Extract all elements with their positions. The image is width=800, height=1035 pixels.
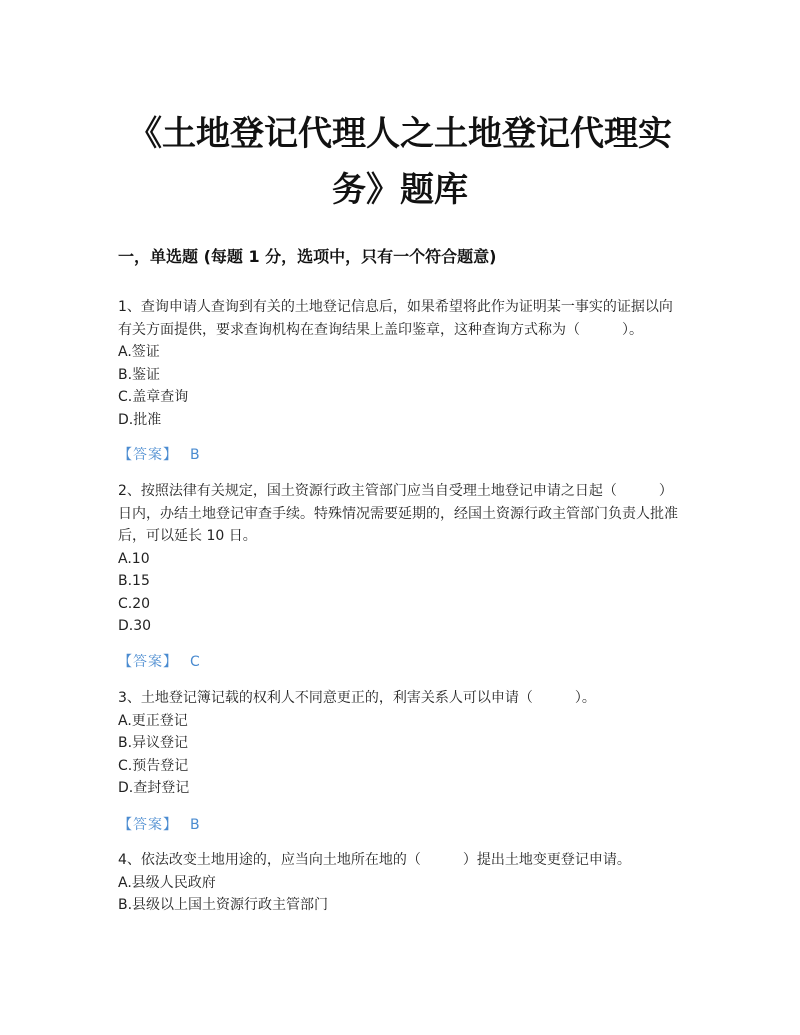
option-b: B.异议登记 [118,735,189,751]
answer-label: 【答案】 [118,817,178,833]
option-d: D.批准 [118,411,162,428]
option-a: A.签证 [118,344,160,360]
answer-label: 【答案】 [118,447,178,463]
question-2 [118,480,684,638]
question-text: 4、依法改变土地用途的，应当向土地所在地的（ ）提出土地变更登记申请。 [118,852,631,868]
answer-value: C [190,654,200,670]
question-4 [118,849,684,917]
answer-value: B [190,817,200,833]
option-d: D.查封登记 [118,780,190,796]
question-text: 2、按照法律有关规定，国土资源行政主管部门应当自受理土地登记申请之日起（ ）日内，办结土地登记审查手续。特殊情况需要延期的，经国土资源行政主管部门负责人批准后，可以延长 10 日。 [118,483,678,544]
answer-value: B [190,447,200,463]
section-heading: 一，单选题 (每题 1 分，选项中，只有一个符合题意) [118,247,497,266]
option-b: B.15 [118,573,150,589]
answer-line [118,444,200,464]
option-c: C.预告登记 [118,757,189,774]
option-a: A.更正登记 [118,712,188,729]
option-a: A.县级人民政府 [118,874,216,891]
document-title: 《土地登记代理人之土地登记代理实务》题库 [128,114,672,210]
answer-line [118,651,200,671]
answer-label: 【答案】 [118,654,178,670]
option-c: C.盖章查询 [118,389,189,405]
option-a: A.10 [118,550,150,567]
option-b: B.鉴证 [118,366,161,383]
question-1 [118,296,684,431]
question-text: 3、土地登记簿记载的权利人不同意更正的，利害关系人可以申请（ ）。 [118,690,596,706]
question-text: 1、查询申请人查询到有关的土地登记信息后，如果希望将此作为证明某一事实的证据以向有关方面提供，要求查询机构在查询结果上盖印鉴章，这种查询方式称为（ ）。 [118,299,673,338]
question-3 [118,687,684,800]
answer-line [118,814,200,834]
option-d: D.30 [118,618,152,634]
option-b: B.县级以上国土资源行政主管部门 [118,897,329,913]
option-c: C.20 [118,595,151,612]
